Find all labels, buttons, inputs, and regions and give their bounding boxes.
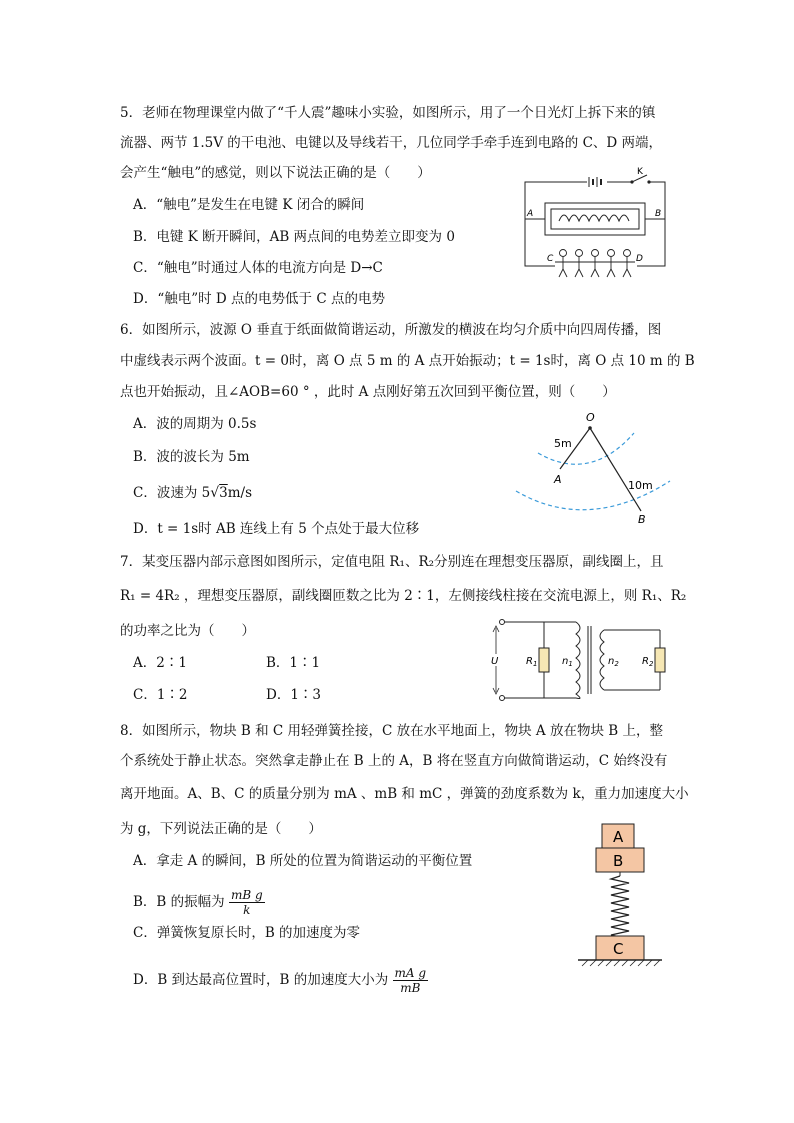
- q8-line2: 个系统处于静止状态。突然拿走静止在 B 上的 A，B 将在竖直方向做简谐运动，C 始终没有: [120, 753, 668, 769]
- q8-option-c[interactable]: C．弹簧恢复原长时，B 的加速度为零: [133, 925, 361, 941]
- q7-option-a[interactable]: A．2∶1: [133, 655, 187, 671]
- q6-option-c-unit: m/s: [227, 485, 253, 501]
- q7-label-u: U: [491, 656, 499, 667]
- q7-label-r2: R: [642, 656, 649, 667]
- q8-option-d-text: D．B 到达最高位置时，B 的加速度大小为: [133, 972, 389, 988]
- svg-text:R1: [526, 656, 537, 668]
- q5-line3: 会产生“触电”的感觉，则以下说法正确的是（ ）: [120, 165, 431, 181]
- q8-option-b-text: B．B 的振幅为: [133, 894, 225, 910]
- q6-option-c[interactable]: C．波速为 5√3m/s: [133, 485, 253, 501]
- q6-label-o: O: [586, 411, 595, 424]
- q6-option-b[interactable]: B．波的波长为 5m: [133, 449, 250, 465]
- q6-label-b: B: [638, 513, 646, 526]
- q6-label-a: A: [554, 473, 562, 486]
- q8-block-a: A: [613, 828, 624, 846]
- q8-option-d[interactable]: [133, 964, 428, 996]
- q7-line2: R₁ = 4R₂ ，理想变压器原，副线圈匝数之比为 2∶1，左侧接线柱接在交流电源上，则 R₁、R₂: [120, 588, 687, 604]
- q8-option-b[interactable]: [133, 886, 265, 918]
- q7-option-d[interactable]: D．1∶3: [266, 687, 322, 703]
- q7-transformer-figure: [488, 612, 673, 704]
- q6-line1: 6．如图所示，波源 O 垂直于纸面做简谐运动，所激发的横波在均匀介质中向四周传播，图: [120, 322, 662, 338]
- q6-option-d[interactable]: D．t = 1s时 AB 连线上有 5 个点处于最大位移: [133, 521, 420, 537]
- q7-option-b[interactable]: B．1∶1: [266, 655, 321, 671]
- q5-label-c: C: [547, 254, 554, 264]
- q8-option-b-numerator: mB g: [230, 888, 263, 902]
- q8-block-b: B: [613, 852, 624, 870]
- q8-block-c: C: [613, 940, 624, 958]
- q7-line1: 7．某变压器内部示意图如图所示，定值电阻 R₁、R₂分别连在理想变压器原，副线圈上，且: [120, 554, 664, 570]
- q7-label-n1-sub: 1: [568, 660, 573, 668]
- q8-line1: 8．如图所示，物块 B 和 C 用轻弹簧拴接，C 放在水平地面上，物块 A 放在物块 B 上，整: [120, 723, 663, 739]
- q6-option-a[interactable]: A．波的周期为 0.5s: [133, 416, 257, 432]
- q8-spring-figure: [572, 818, 672, 970]
- q5-option-a[interactable]: A．“触电”是发生在电键 K 闭合的瞬间: [133, 197, 365, 213]
- q7-label-r1-sub: 1: [532, 660, 538, 668]
- q5-label-a: A: [527, 209, 534, 219]
- q6-label-10m: 10m: [628, 479, 653, 492]
- q5-option-b[interactable]: B．电键 K 断开瞬间，AB 两点间的电势差立即变为 0: [133, 229, 455, 245]
- q7-option-c[interactable]: C．1∶2: [133, 687, 188, 703]
- q5-label-k: K: [637, 167, 643, 177]
- q6-line3: 点也开始振动，且∠AOB=60 ° ，此时 A 点刚好第五次回到平衡位置，则（ ）: [120, 384, 616, 400]
- q6-option-c-radicand: 3: [219, 485, 228, 501]
- svg-text:n1: [562, 656, 573, 668]
- svg-text:n2: [608, 656, 619, 668]
- q5-label-d: D: [636, 254, 643, 264]
- q6-label-5m: 5m: [554, 437, 572, 450]
- q7-label-n2: n: [608, 656, 615, 667]
- q7-label-n1: n: [562, 656, 569, 667]
- q5-option-d[interactable]: D．“触电”时 D 点的电势低于 C 点的电势: [133, 291, 385, 307]
- q8-line3: 离开地面。A、B、C 的质量分别为 mA 、mB 和 mC ，弹簧的劲度系数为 k，重力加速度大小: [120, 786, 689, 802]
- q5-line2: 流器、两节 1.5V 的干电池、电键以及导线若干，几位同学手牵手连到电路的 C、D 两端，: [120, 135, 663, 151]
- q8-line4: 为 g，下列说法正确的是（ ）: [120, 821, 322, 837]
- q7-label-n2-sub: 2: [614, 660, 619, 668]
- q6-option-c-prefix: C．波速为 5: [133, 485, 211, 501]
- q6-wave-figure: [510, 405, 685, 530]
- q7-line3: 的功率之比为（ ）: [120, 623, 255, 639]
- q5-label-b: B: [655, 209, 662, 219]
- q8-option-b-denominator: k: [243, 903, 251, 917]
- q5-option-c[interactable]: C．“触电”时通过人体的电流方向是 D→C: [133, 260, 383, 276]
- svg-text:R2: [642, 656, 654, 668]
- q7-label-r1: R: [526, 656, 533, 667]
- q7-label-r2-sub: 2: [648, 660, 654, 668]
- q6-line2: 中虚线表示两个波面。t = 0时，离 O 点 5 m 的 A 点开始振动；t = 1s时，离 O 点 10 m 的 B: [120, 353, 695, 369]
- q5-circuit-figure: [515, 165, 675, 285]
- q8-option-a[interactable]: A．拿走 A 的瞬间，B 所处的位置为简谐运动的平衡位置: [133, 853, 473, 869]
- q8-option-d-numerator: mA g: [394, 966, 427, 980]
- q5-line1: 5．老师在物理课堂内做了“千人震”趣味小实验，如图所示，用了一个日光灯上拆下来的镇: [120, 105, 656, 121]
- q8-option-d-denominator: mB: [400, 981, 421, 995]
